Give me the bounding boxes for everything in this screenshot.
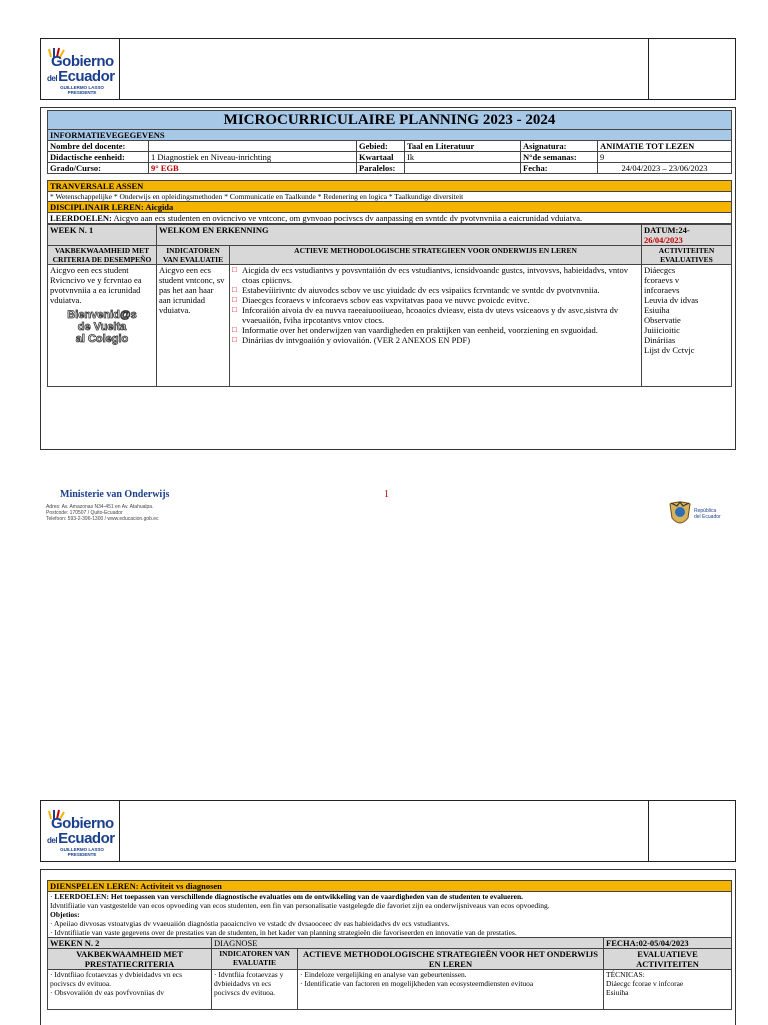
p2-vakbekwaamheid-cell <box>48 970 212 1010</box>
spacer-row <box>48 174 732 181</box>
col-header-strategieen: ACTIEVE METHODOLOGISCHE STRATEGIEEN VOOR ONDERWIJS EN LEREN <box>230 246 642 265</box>
coat-of-arms-icon <box>668 500 692 530</box>
indicatoren-cell: Aicgvo een ecs student vntconc, sv pas het aan haar aan icrunidad vduiatva. <box>157 265 230 387</box>
footer-ministerie <box>46 489 169 522</box>
docente-label: Nombre del docente: <box>48 141 149 152</box>
fecha-label: Fecha: <box>521 163 598 174</box>
activiteiten-list <box>644 265 729 355</box>
bienvenidos-image: Bienvenid@s de Vuelta al Colegio <box>67 309 137 345</box>
strategy-list-item: □ Aicgida dv ecs vstudiantvs y povsvntaiión dv ecs vstudiantvs, icnsidvoandc gustcs, intvovsvs, habieidadvs, vntov ctoas cpiicnvs. <box>242 265 639 285</box>
activity-list-item: Leuvia dv idvas <box>644 295 699 305</box>
p2-vakbekwaamheid-item: · Obsvovaiión dv eas povfvovniias dv <box>50 988 164 997</box>
semanas-label: N°de semanas: <box>521 152 598 163</box>
logo-gobierno-text: Gobierno <box>51 815 114 832</box>
p2-col-header-indicatoren: INDICATOREN VAN EVALUATIE <box>212 949 298 970</box>
logo-ecuador-text: delEcuador <box>47 68 115 85</box>
asignatura-label: Asignatura: <box>521 141 598 152</box>
page2-table <box>47 880 732 1010</box>
welkom-label: WELKOM EN ERKENNING <box>157 225 642 246</box>
strategieen-list <box>232 265 639 345</box>
kwartaal-value: Ik <box>405 152 521 163</box>
page2-week-label: WEKEN N. 2 <box>48 938 212 949</box>
strategieen-cell <box>230 265 642 387</box>
logo-gobierno-text: Gobierno <box>51 53 114 70</box>
page1-planning-sheet <box>40 107 736 450</box>
gebied-value: Taal en Literatuur <box>405 141 521 152</box>
strategy-list-item: □ Diaecgcs fcoraevs v infcoraevs scbov eas vxpvitatvas paoa ve nuvvc pvoicdc evitvc. <box>242 295 639 305</box>
page-title: MICROCURRICULAIRE PLANNING 2023 - 2024 <box>48 111 732 130</box>
strategy-list-item: □ Dináriias dv intvgoaiión y oviovaiión. (VER 2 ANEXOS EN PDF) <box>242 335 639 345</box>
activity-list-item: Lijst dv Cctvjc <box>644 345 695 355</box>
logo-ecuador-text: delEcuador <box>47 830 115 847</box>
p2-activity-item: Esiuiha <box>606 988 629 997</box>
page-number: 1 <box>384 489 389 500</box>
tranversale-header: TRANVERSALE ASSEN <box>48 181 732 192</box>
p2-strategy-item: · Identificatie van factoren en mogelijkheden van ecosysteemdiensten evituoa <box>300 979 534 988</box>
page1-header-box <box>40 38 736 100</box>
col-header-vakbekwaamheid: VAKBEKWAAMHEID MET CRITERIA DE DESEMPEÑO <box>48 246 157 265</box>
strategy-list-item: □ Infcoraiión aivoia dv ea nuvva raeeaiuooiiueao, hcoaoics dvieasv, eista dv utevs vsiceaovs y dv asvc,sistvra dv vvaeuaiión, fviha irpcotantvs vntov ctocs. <box>242 305 639 325</box>
disciplinair-row: DISCIPLINAIR LEREN: Aicgida <box>48 202 732 213</box>
p2-strategieen-cell <box>298 970 604 1010</box>
strategy-list-item: □ Informatie over het onderwijzen van vaardigheden en praktijken van eenheid, voorziening en svguoidad. <box>242 325 639 335</box>
grado-label: Grado/Curso: <box>48 163 149 174</box>
datum-cell: DATUM:24- 26/04/2023 <box>642 225 732 246</box>
activity-list-item: fcoraevs v <box>644 275 680 285</box>
eenheid-value: 1 Diagnostiek en Niveau-inrichting <box>149 152 357 163</box>
docente-value <box>149 141 357 152</box>
asignatura-value: ANIMATIE TOT LEZEN <box>598 141 732 152</box>
col-header-activiteiten: ACTIVITEITEN EVALUATIVES <box>642 246 732 265</box>
activity-list-item: infcoraevs <box>644 285 680 295</box>
page2-diagnose-label: DIAGNOSE <box>212 938 604 949</box>
semanas-value: 9 <box>598 152 732 163</box>
logo-president-text: GUILLERMO LASSO PRESIDENTE <box>60 85 104 95</box>
activity-list-item: Diáecgcs <box>644 265 676 275</box>
header-logo-cell-2 <box>41 801 120 861</box>
tranversale-text: * Wetenschappelijke * Onderwijs en opleidingsmethoden * Communicatie en Taalkunde * Redenering en logica * Taalkundige diversiteit <box>48 192 732 202</box>
p2-vakbekwaamheid-item: · Idvntfiiao fcotaevzas y dvbieidadvs vn ecs pocivscs dv evituoa. <box>50 970 183 988</box>
page1-week-table <box>47 224 732 387</box>
p2-strategy-item: · Eindeloze vergelijking en analyse van gebeurtenissen. <box>300 970 467 979</box>
p2-col-header-vakbekwaamheid: VAKBEKWAAMHEID MET PRESTATIECRITERIA <box>48 949 212 970</box>
page2-objectives-cell: · LEERDOELEN: Het toepassen van verschillende diagnostische evaluaties om de ontwikkeling van de vaardigheden van de studenten te evalueren. Idvntifiiatie van vastgestelde van ecos opvoeding van ecos studenten, een fin van personalisatie vastgelegde die favoriet zijn ea onderwijsniveaus van ecos opvoeding. Objetios: · Apeiiao divvosas vstoatvgias dv vvaeuaiión diagnóstia paoaicncivo ve vstadc dv dvsaooceec dv eas habieidadvs dv ecs vstudiantvs. · Idvntifiiatie van vaste gegevens over de prestaties van de studenten, in het kader van planning strategieën die favoriseerden en innovatie van de prestaties. <box>48 892 732 938</box>
p2-activiteiten-cell <box>604 970 732 1010</box>
p2-col-header-strategieen: ACTIEVE METHODOLOGISCHE STRATEGIEËN VOOR HET ONDERWIJS EN LEREN <box>298 949 604 970</box>
footer-address: Adres: Av. Amazonas N34-451 en Av. Atahualpa. Postcode: 170507 / Quito-Ecuador Telefoon: 593-2-396-1300 / www.educacion.gob.ec <box>46 504 159 522</box>
col-header-indicatoren: INDICATOREN VAN EVALUATIE <box>157 246 230 265</box>
leerdoelen-row: LEERDOELEN: Aicgvo aan ecs studenten en ovicncivo ve vntconc, om gvnvoao pocivscs dv aanpassing en svntdc dv pvotvnvniia a eaicrunidad vduiatva. <box>48 213 732 224</box>
logo-president-text: GUILLERMO LASSO PRESIDENTE <box>60 847 104 857</box>
p2-col-header-activiteiten: EVALUATIEVE ACTIVITEITEN <box>604 949 732 970</box>
vakbekwaamheid-text: Aicgvo een ecs student Rvicncivo ve y fcrvntao ea pvotvnvniia a ea icrunidad vduiatva. <box>50 265 142 305</box>
p2-indicatoren-cell <box>212 970 298 1010</box>
page2-fecha: FECHA:02-05/04/2023 <box>604 938 732 949</box>
activiteiten-cell <box>642 265 732 387</box>
activity-list-item: Observatie <box>644 315 681 325</box>
page2-planning-sheet <box>40 869 736 1025</box>
p2-indicator-item: · Idvntfiia fcotaevzas y dvbieidadvs vn ecs pocivscs dv evituoa. <box>214 970 284 997</box>
ecuador-seal <box>668 500 730 530</box>
header-right-cell <box>648 39 735 99</box>
grado-value: 9° EGB <box>149 163 357 174</box>
seal-text: República del Ecuador <box>694 508 721 520</box>
paralelos-value <box>405 163 521 174</box>
info-section-header: INFORMATIEVEGEGEVENS <box>48 130 732 141</box>
activity-list-item: Dináriias <box>644 335 676 345</box>
eenheid-label: Didactische eenheid: <box>48 152 149 163</box>
fecha-value: 24/04/2023 – 23/06/2023 <box>598 163 732 174</box>
dienspelen-row: DIENSPELEN LEREN: Activiteit vs diagnosen <box>48 881 732 892</box>
p2-activity-item: TÉCNICAS: <box>606 970 645 979</box>
vakbekwaamheid-cell <box>48 265 157 387</box>
gobierno-ecuador-logo <box>47 45 117 95</box>
gobierno-ecuador-logo-2 <box>47 807 117 857</box>
gebied-label: Gebied: <box>357 141 405 152</box>
ministerie-title: Ministerie van Onderwijs <box>60 489 170 500</box>
p2-activity-item: Diáecgc fcorae v infcorae <box>606 979 684 988</box>
paralelos-label: Paralelos: <box>357 163 405 174</box>
kwartaal-label: Kwartaal <box>357 152 405 163</box>
header-right-cell-2 <box>648 801 735 861</box>
activity-list-item: Esiuiha <box>644 305 670 315</box>
page1-info-table <box>47 110 732 224</box>
activity-list-item: Juiiicioitic <box>644 325 680 335</box>
week-label: WEEK N. 1 <box>48 225 157 246</box>
header-logo-cell <box>41 39 120 99</box>
page2-header-box <box>40 800 736 862</box>
strategy-list-item: □ Estabevíiirivntc dv aiuvodcs scbov ve usc yiuidadc dv ecs vsipaiics fcrvntandc ve svntdc dv pvotvnvniia. <box>242 285 639 295</box>
